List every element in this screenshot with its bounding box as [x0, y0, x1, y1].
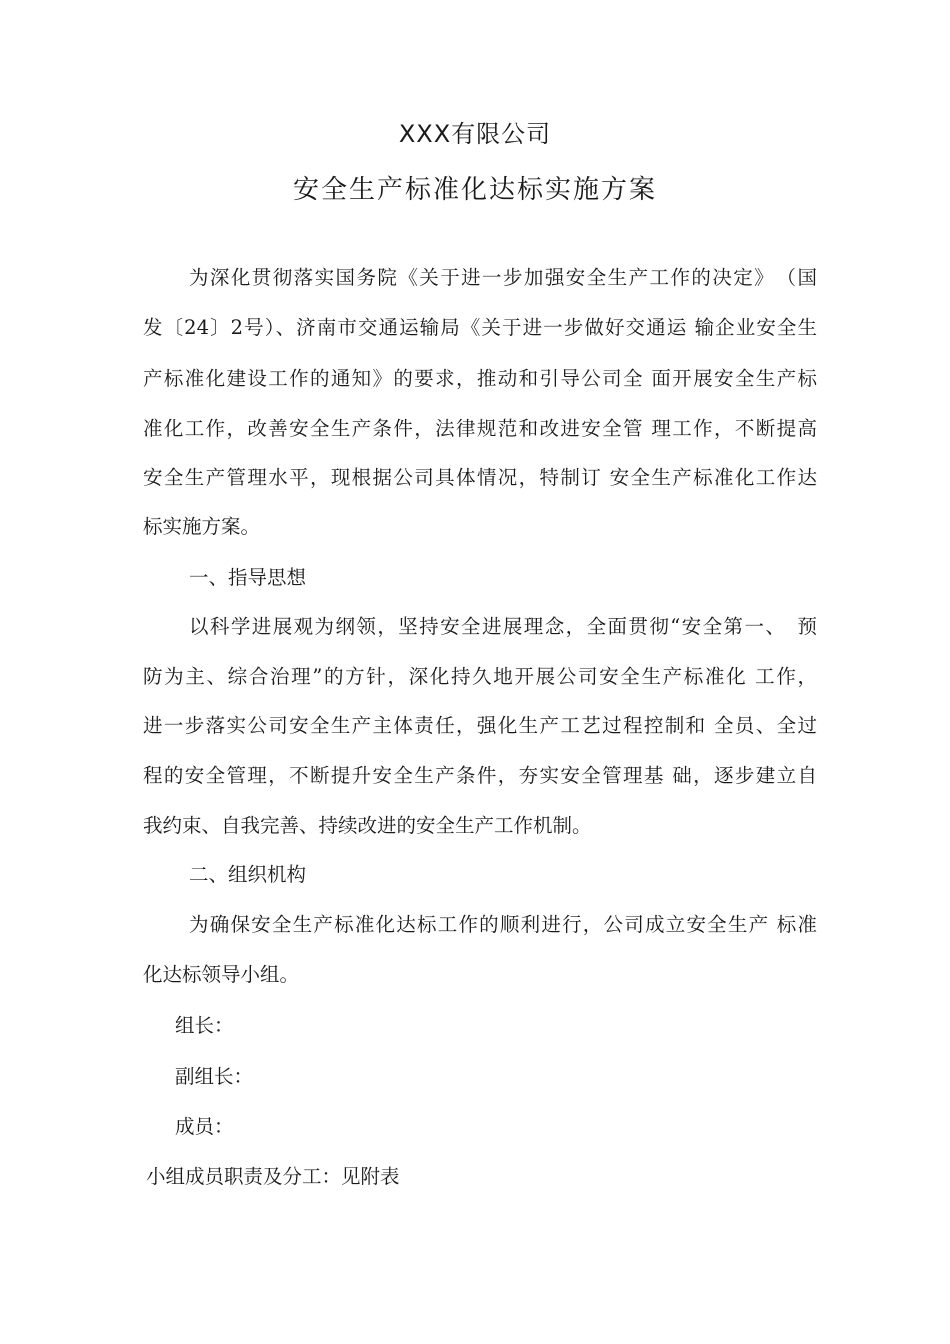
- intro-line-3: 产标准化建设工作的通知》的要求，推动和引导公司全 面开展安全生产标: [143, 367, 817, 390]
- document-title: 安全生产标准化达标实施方案: [292, 175, 657, 205]
- section-2-line-2: 化达标领导小组。: [143, 963, 300, 986]
- deputy-leader-label: 副组长：: [175, 1065, 254, 1088]
- intro-line-5: 安全生产管理水平，现根据公司具体情况，特制订 安全生产标准化工作达: [143, 466, 817, 489]
- duties-line: 小组成员职责及分工：见附表: [146, 1165, 400, 1188]
- section-1-heading: 一、指导思想: [189, 566, 307, 589]
- section-1-line-2: 防为主、综合治理”的方针，深化持久地开展公司安全生产标准化 工作，: [143, 665, 817, 688]
- section-1-line-3: 进一步落实公司安全生产主体责任，强化生产工艺过程控制和 全员、全过: [143, 714, 817, 737]
- leader-label: 组长：: [175, 1014, 234, 1037]
- members-label: 成员：: [175, 1115, 234, 1138]
- section-1-line-5: 我约束、自我完善、持续改进的安全生产工作机制。: [143, 814, 592, 837]
- intro-line-1: 为深化贯彻落实国务院《关于进一步加强安全生产工作的决定》 （国: [189, 266, 817, 289]
- company-title: XXX有限公司: [398, 120, 552, 148]
- section-1-line-1: 以科学进展观为纲领，坚持安全进展理念，全面贯彻“安全第一、 预: [189, 615, 817, 638]
- section-2-heading: 二、组织机构: [189, 863, 307, 886]
- section-1-line-4: 程的安全管理，不断提升安全生产条件，夯实安全管理基 础，逐步建立自: [143, 764, 817, 787]
- intro-line-6: 标实施方案。: [143, 515, 261, 538]
- intro-line-2: 发〔24〕2号）、济南市交通运输局《关于进一步做好交通运 输企业安全生: [143, 316, 817, 339]
- intro-line-4: 准化工作，改善安全生产条件，法律规范和改进安全管 理工作，不断提高: [143, 417, 817, 440]
- section-2-line-1: 为确保安全生产标准化达标工作的顺利进行，公司成立安全生产 标准: [189, 913, 817, 936]
